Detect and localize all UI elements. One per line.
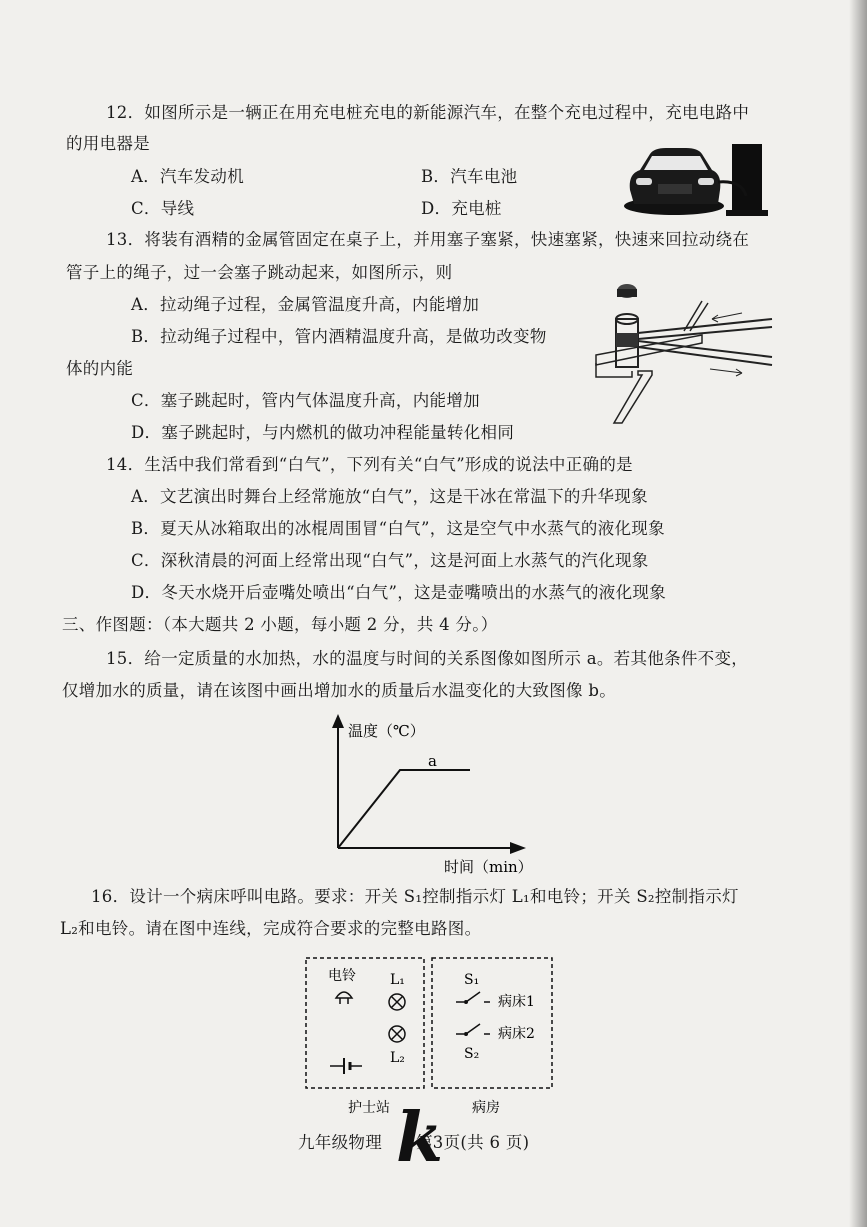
lamp-l2-label: L₂ <box>390 1050 405 1066</box>
q14-option-a: A．文艺演出时舞台上经常施放“白气”，这是干冰在常温下的升华现象 <box>131 487 648 506</box>
series-a-label: a <box>428 752 437 770</box>
footer-subject: 九年级物理 <box>298 1133 382 1152</box>
nurse-station-box <box>306 958 424 1088</box>
watermark-logo: k <box>396 1098 444 1178</box>
x-axis-label: 时间（min） <box>444 858 533 876</box>
switch-s1-label: S₁ <box>464 972 480 988</box>
bell-icon <box>336 992 352 1004</box>
series-a-line <box>338 770 470 848</box>
q12-option-c: C．导线 <box>131 199 195 218</box>
nurse-station-label: 护士站 <box>348 1100 390 1116</box>
q14-option-b: B．夏天从冰箱取出的冰棍周围冒“白气”，这是空气中水蒸气的液化现象 <box>131 519 665 538</box>
y-axis-arrow <box>332 714 344 728</box>
bell-label: 电铃 <box>328 968 356 984</box>
q14-option-d: D．冬天水烧开后壶嘴处喷出“白气”，这是壶嘴喷出的水蒸气的液化现象 <box>131 583 666 602</box>
q13-option-b-line1: B．拉动绳子过程中，管内酒精温度升高，是做功改变物 <box>131 327 547 346</box>
ward-box <box>432 958 552 1088</box>
q15-stem-line1: 15．给一定质量的水加热，水的温度与时间的关系图像如图所示 a。若其他条件不变， <box>106 649 749 668</box>
switch-s1-icon <box>456 992 490 1004</box>
q12-option-d: D．充电桩 <box>421 199 502 218</box>
q13-stem-line1: 13．将装有酒精的金属管固定在桌子上，并用塞子塞紧，快速塞紧，快速来回拉动绕在 <box>106 230 750 249</box>
scan-edge-shadow <box>849 0 867 1227</box>
temperature-time-chart <box>320 712 560 878</box>
q13-stem-line2: 管子上的绳子，过一会塞子跳动起来，如图所示，则 <box>66 263 453 282</box>
q13-option-c: C．塞子跳起时，管内气体温度升高，内能增加 <box>131 391 480 410</box>
q14-stem: 14．生活中我们常看到“白气”，下列有关“白气”形成的说法中正确的是 <box>106 455 633 474</box>
y-axis-label: 温度（℃） <box>348 722 425 740</box>
lamp-l1-icon <box>389 994 405 1010</box>
ward-label: 病房 <box>472 1100 500 1116</box>
q13-option-d: D．塞子跳起时，与内燃机的做功冲程能量转化相同 <box>131 423 515 442</box>
bed1-label: 病床1 <box>498 994 535 1010</box>
lamp-l1-label: L₁ <box>390 972 405 988</box>
q12-option-b: B．汽车电池 <box>421 167 518 186</box>
metal-tube-figure <box>592 275 782 425</box>
q12-option-a: A．汽车发动机 <box>131 167 245 186</box>
section-3-heading: 三、作图题：（本大题共 2 小题，每小题 2 分，共 4 分。） <box>62 615 498 634</box>
q13-option-a: A．拉动绳子过程，金属管温度升高，内能增加 <box>131 295 480 314</box>
q12-stem-line1: 12．如图所示是一辆正在用充电桩充电的新能源汽车，在整个充电过程中，充电电路中 <box>106 103 750 122</box>
switch-s2-label: S₂ <box>464 1046 480 1062</box>
bed2-label: 病床2 <box>498 1026 535 1042</box>
q16-stem-line1: 16．设计一个病床呼叫电路。要求：开关 S₁控制指示灯 L₁和电铃；开关 S₂控制指示灯 <box>91 887 739 906</box>
lamp-l2-icon <box>389 1026 405 1042</box>
battery-icon <box>330 1058 362 1074</box>
q14-option-c: C．深秋清晨的河面上经常出现“白气”，这是河面上水蒸气的汽化现象 <box>131 551 649 570</box>
circuit-figure <box>300 954 560 1118</box>
q15-stem-line2: 仅增加水的质量，请在该图中画出增加水的质量后水温变化的大致图像 b。 <box>62 681 617 700</box>
footer-page-number: 第3页(共 6 页) <box>416 1133 530 1152</box>
x-axis-arrow <box>510 842 526 854</box>
q16-stem-line2: L₂和电铃。请在图中连线，完成符合要求的完整电路图。 <box>60 919 482 938</box>
car-charging-figure <box>622 140 772 218</box>
q12-stem-line2: 的用电器是 <box>66 134 150 153</box>
switch-s2-icon <box>456 1024 490 1036</box>
q13-option-b-line2: 体的内能 <box>66 359 134 378</box>
